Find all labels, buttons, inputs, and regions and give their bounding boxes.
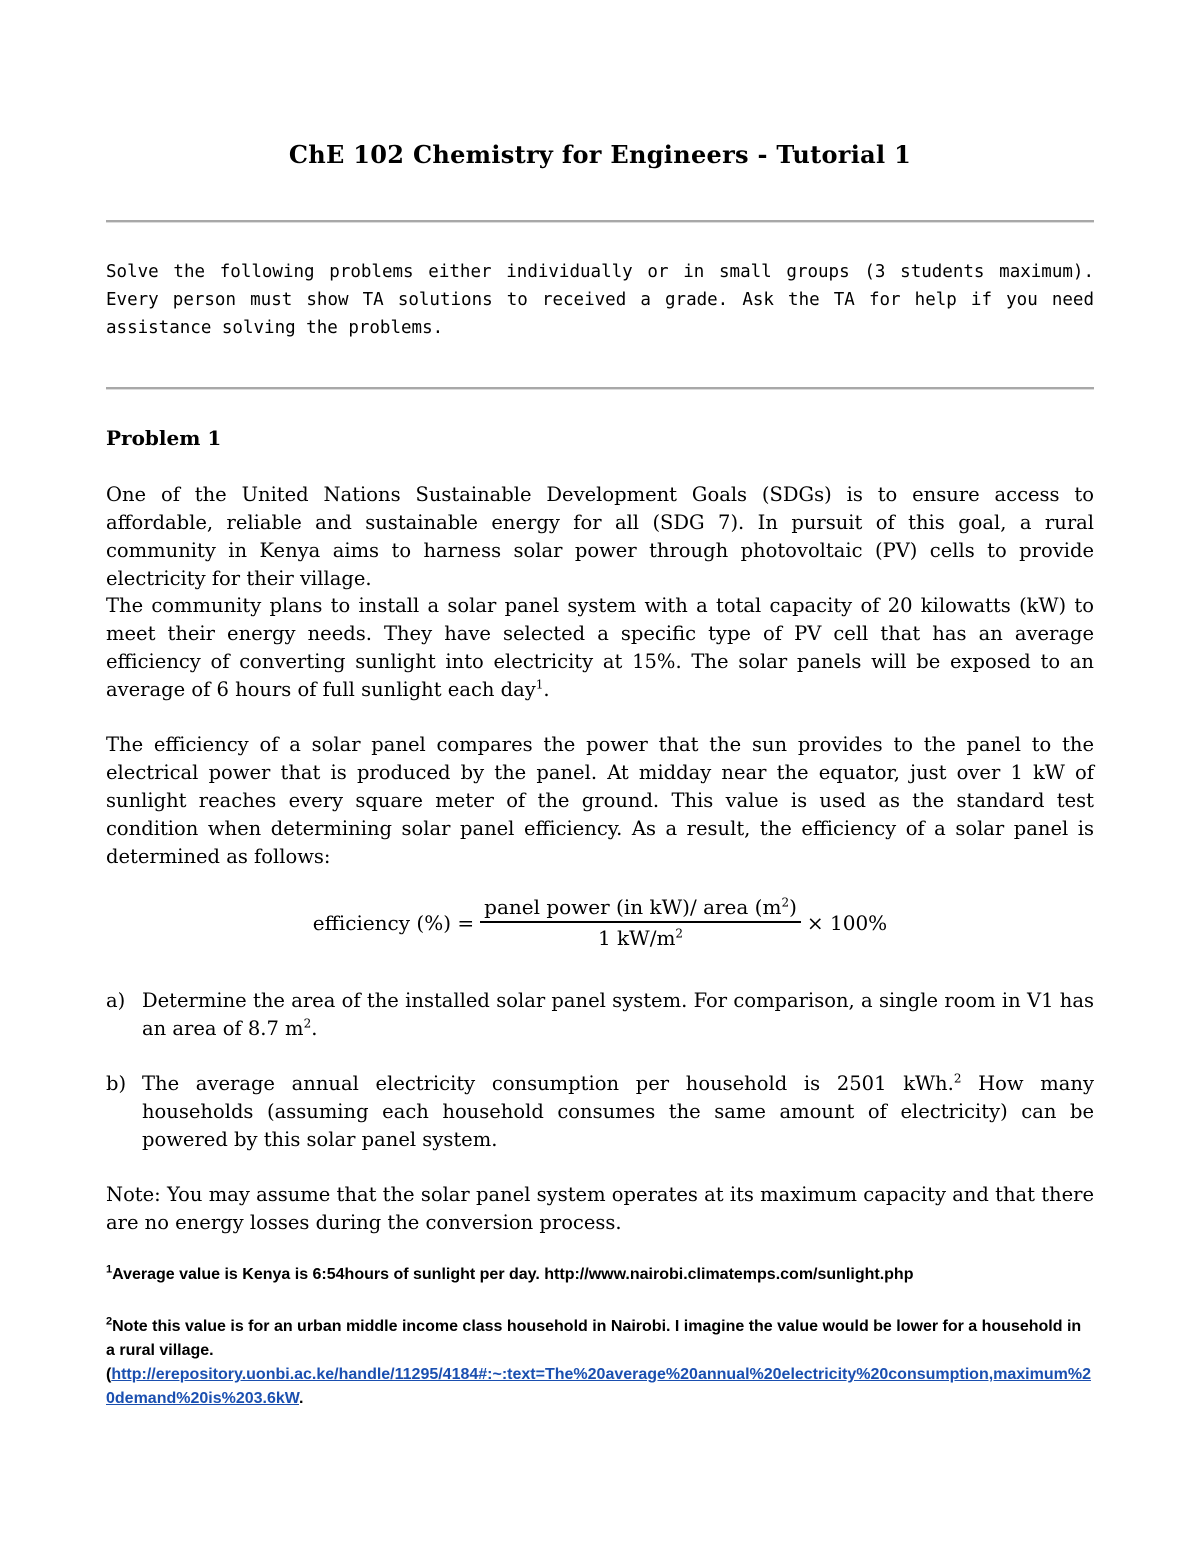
problem-paragraph-1 xyxy=(106,481,1094,593)
footnote-mark: 1 xyxy=(106,1263,113,1276)
formula-fraction xyxy=(480,895,801,950)
intro-paragraph xyxy=(106,258,1094,342)
footnote-text: Average value is Kenya is 6:54hours of sunlight per day. http://www.nairobi.climatemps.com/sunlight.php xyxy=(112,1266,914,1283)
efficiency-formula xyxy=(0,895,1200,950)
footnote-ref-1: 1 xyxy=(535,677,544,692)
list-item xyxy=(106,1070,1094,1154)
list-item-text: Determine the area of the installed solar panel system. For comparison, a single room in V1 has an area of 8.7 $m^2$. xyxy=(142,989,1094,1040)
list-item-text: The average annual electricity consumption per household is 2501 kWh.$^2$ How many households (assuming each household consumes the same amount of electricity) can be powered by this solar panel system. xyxy=(142,1071,1094,1151)
formula-numerator: panel power (in kW)/ area $(m^2)$ xyxy=(480,895,801,923)
footnote-mark: 2 xyxy=(106,1315,113,1328)
footnote-link[interactable]: http://erepository.uonbi.ac.ke/handle/11295/4184#:~:text=The%20average%20annual%20electricity%20consumption,maximum%20demand%20is%203.6kW xyxy=(106,1366,1091,1407)
para2-text: The community plans to install a solar panel system with a total capacity of 20 kilowatts (kW) to meet their energy needs. They have selected a specific type of PV cell that has an average efficiency of converting sunlight into electricity at 15%. The solar panels will be exposed to an average of 6 hours of full sunlight each day xyxy=(106,594,1094,701)
list-item xyxy=(106,987,1094,1043)
formula-denominator: 1 $kW/m^2$ xyxy=(597,926,684,950)
problem-text-3: The efficiency of a solar panel compares the power that the sun provides to the panel to the electrical power that is produced by the panel. At midday near the equator, just over 1 kW of sunlight reaches every square meter of the ground. This value is used as the standard test condition when determining solar panel efficiency. As a result, the efficiency of a solar panel is determined as follows: xyxy=(106,733,1094,868)
problem-paragraph-3 xyxy=(106,731,1094,871)
problem-heading: Problem 1 xyxy=(106,426,222,450)
problem-text-1: One of the United Nations Sustainable Development Goals (SDGs) is to ensure access to affordable, reliable and sustainable energy for all (SDG 7). In pursuit of this goal, a rural community in Kenya aims to harness solar power through photovoltaic (PV) cells to provide electricity for their village. xyxy=(106,483,1094,590)
problem-paragraph-2 xyxy=(106,592,1094,704)
problem-heading-block xyxy=(106,424,1094,452)
footnote-2: $^2$Note this value is for an urban middle income class household in Nairobi. I imagine the value would be lower for a household in a rural village. (http://erepository.uonbi.ac.ke/handle/11295/4184#:~:text=The%20average%20annual%20electricity%20consumption,maximum%20demand%20is%203.6kW. xyxy=(106,1315,1091,1407)
footnote-text: Note this value is for an urban middle income class household in Nairobi. I imagine the value would be lower for a household in a rural village. xyxy=(106,1318,1082,1359)
note-text: Note: You may assume that the solar panel system operates at its maximum capacity and that there are no energy losses during the conversion process. xyxy=(106,1183,1094,1234)
formula-rhs: × 100% xyxy=(806,910,888,935)
problem-text-2 xyxy=(106,592,1094,704)
list-item-label: a) xyxy=(106,989,126,1012)
list-item-label: b) xyxy=(106,1072,127,1095)
formula-lhs: efficiency (%) = xyxy=(312,910,475,935)
para2-end: . xyxy=(543,678,550,701)
footnote-1 xyxy=(106,1263,1094,1287)
note-paragraph xyxy=(106,1181,1094,1237)
divider xyxy=(106,387,1094,390)
page-title: ChE 102 Chemistry for Engineers - Tutorial 1 xyxy=(288,140,912,169)
intro-text: Solve the following problems either individually or in small groups (3 students maximum). Every person must show TA solutions to received a grade. Ask the TA for help if you need assistance solving the problems. xyxy=(106,262,1094,338)
divider xyxy=(106,220,1094,223)
